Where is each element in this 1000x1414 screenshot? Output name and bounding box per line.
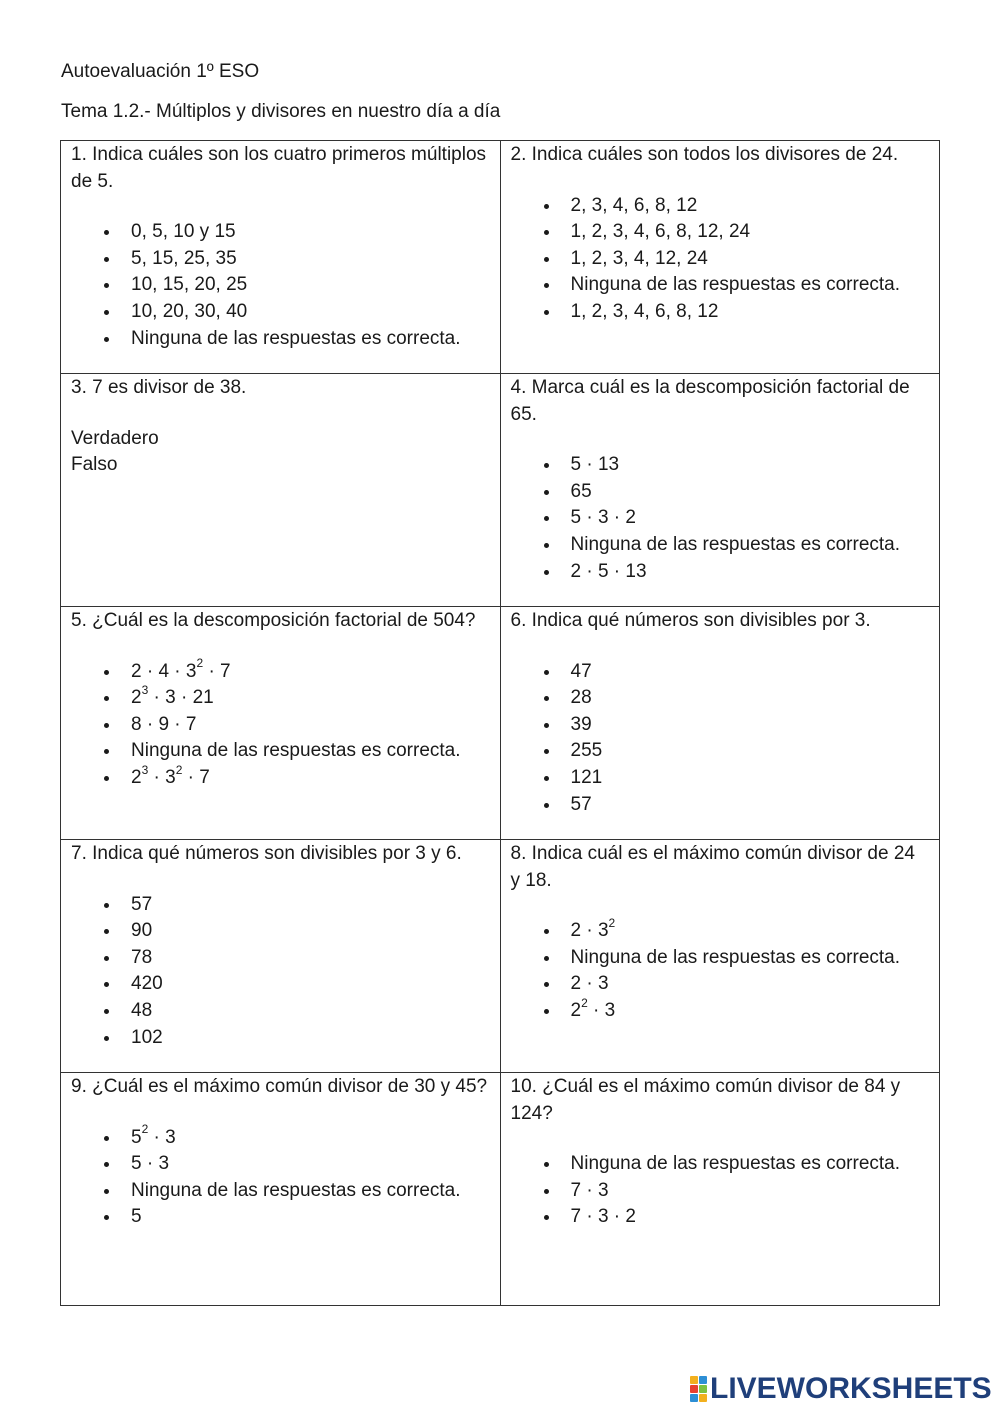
table-row: [61, 374, 940, 607]
question-9-text: 9. ¿Cuál es el máximo común divisor de 30 y 45?: [71, 1076, 488, 1097]
question-2-cell: [500, 141, 940, 374]
option[interactable]: Ninguna de las respuestas es correcta.: [511, 272, 930, 299]
table-row: [61, 607, 940, 840]
option-exponent: 2: [196, 656, 204, 671]
option-exponent: 2: [175, 762, 183, 777]
question-1-cell: [61, 141, 501, 374]
option[interactable]: 1, 2, 3, 4, 6, 8, 12, 24: [511, 219, 930, 246]
table-row: [61, 1073, 940, 1306]
option-rest: · 7: [203, 660, 231, 682]
option-rest: · 3: [148, 766, 176, 788]
option[interactable]: [71, 1122, 490, 1152]
option[interactable]: 8 · 9 · 7: [71, 712, 490, 739]
question-8-cell: [500, 840, 940, 1073]
question-3-cell: [61, 374, 501, 607]
option[interactable]: 2, 3, 4, 6, 8, 12: [511, 193, 930, 220]
question-8-options: [511, 915, 930, 1024]
question-2-text: 2. Indica cuáles son todos los divisores de 24.: [510, 144, 899, 165]
question-5-cell: [61, 607, 501, 840]
option[interactable]: Ninguna de las respuestas es correcta.: [511, 945, 930, 972]
option[interactable]: 2 · 5 · 13: [511, 559, 930, 586]
option-exponent: 3: [141, 762, 149, 777]
option[interactable]: 1, 2, 3, 4, 12, 24: [511, 246, 930, 273]
option-true[interactable]: Verdadero: [71, 427, 159, 449]
option[interactable]: 7 · 3 · 2: [511, 1204, 930, 1231]
question-4-options: [511, 452, 930, 585]
question-10-options: [511, 1151, 930, 1231]
option[interactable]: 48: [71, 998, 490, 1025]
option[interactable]: 28: [511, 685, 930, 712]
option[interactable]: 57: [71, 892, 490, 919]
question-4-text: 4. Marca cuál es la descomposición factorial de 65.: [510, 377, 910, 425]
logo-text: LIVEWORKSHEETS: [710, 1372, 992, 1405]
option[interactable]: 10, 15, 20, 25: [71, 272, 490, 299]
option[interactable]: [71, 762, 490, 792]
option[interactable]: 5 · 3: [71, 1151, 490, 1178]
option-rest: · 3 · 21: [148, 687, 214, 709]
option[interactable]: Ninguna de las respuestas es correcta.: [511, 1151, 930, 1178]
option[interactable]: 420: [71, 971, 490, 998]
option-rest: · 3: [587, 999, 616, 1021]
topic-title: Tema 1.2.- Múltiplos y divisores en nuestro día a día: [61, 101, 501, 122]
option-false[interactable]: Falso: [71, 454, 118, 476]
option[interactable]: 1, 2, 3, 4, 6, 8, 12: [511, 299, 930, 326]
option[interactable]: 5 · 3 · 2: [511, 505, 930, 532]
option[interactable]: 0, 5, 10 y 15: [71, 219, 490, 246]
option[interactable]: 10, 20, 30, 40: [71, 299, 490, 326]
option[interactable]: Ninguna de las respuestas es correcta.: [71, 1178, 490, 1205]
option[interactable]: Ninguna de las respuestas es correcta.: [71, 326, 490, 353]
option-exponent: 3: [141, 682, 149, 697]
option[interactable]: 57: [511, 792, 930, 819]
option[interactable]: 65: [511, 479, 930, 506]
question-3-options: [71, 426, 490, 479]
questions-table: [60, 140, 940, 1306]
option[interactable]: 102: [71, 1025, 490, 1052]
option[interactable]: [511, 915, 930, 945]
option[interactable]: 121: [511, 765, 930, 792]
option-base: 2: [131, 687, 142, 709]
option[interactable]: 2 · 3: [511, 971, 930, 998]
question-7-options: [71, 892, 490, 1052]
option-exponent: 2: [581, 995, 588, 1010]
question-2-options: [511, 193, 930, 326]
option-rest: · 3: [148, 1126, 176, 1148]
question-8-text: 8. Indica cuál es el máximo común divisor de 24 y 18.: [510, 843, 915, 891]
option[interactable]: 78: [71, 945, 490, 972]
question-7-cell: [61, 840, 501, 1073]
option[interactable]: [71, 656, 490, 686]
option-rest: · 7: [182, 766, 210, 788]
logo-mark-icon: [690, 1376, 707, 1402]
option[interactable]: 47: [511, 659, 930, 686]
option[interactable]: Ninguna de las respuestas es correcta.: [71, 738, 490, 765]
page-title: Autoevaluación 1º ESO: [61, 61, 260, 82]
option[interactable]: 5, 15, 25, 35: [71, 246, 490, 273]
option-base: 5: [131, 1126, 142, 1148]
option-base: 2: [131, 766, 142, 788]
table-row: [61, 141, 940, 374]
table-row: [61, 840, 940, 1073]
question-9-options: [71, 1122, 490, 1231]
option-base: 2 · 4 · 3: [131, 660, 197, 682]
question-10-cell: [500, 1073, 940, 1306]
question-4-cell: [500, 374, 940, 607]
option[interactable]: [71, 682, 490, 712]
option[interactable]: 90: [71, 918, 490, 945]
question-6-cell: [500, 607, 940, 840]
option-exponent: 2: [608, 915, 616, 930]
question-6-options: [511, 659, 930, 819]
option-base: 2: [570, 999, 582, 1021]
liveworksheets-logo: [690, 1372, 992, 1406]
question-7-text: 7. Indica qué números son divisibles por 3 y 6.: [71, 843, 462, 864]
option[interactable]: 5: [71, 1204, 490, 1231]
option[interactable]: 39: [511, 712, 930, 739]
option[interactable]: 255: [511, 738, 930, 765]
option[interactable]: [511, 995, 930, 1025]
option-exponent: 2: [141, 1122, 149, 1137]
question-5-options: [71, 656, 490, 792]
question-5-text: 5. ¿Cuál es la descomposición factorial de 504?: [71, 610, 476, 631]
question-1-text: 1. Indica cuáles son los cuatro primeros múltiplos de 5.: [71, 144, 487, 192]
question-6-text: 6. Indica qué números son divisibles por 3.: [510, 610, 871, 631]
option[interactable]: 7 · 3: [511, 1178, 930, 1205]
option[interactable]: Ninguna de las respuestas es correcta.: [511, 532, 930, 559]
option-base: 2 · 3: [570, 920, 609, 942]
question-1-options: [71, 219, 490, 352]
question-10-text: 10. ¿Cuál es el máximo común divisor de 84 y 124?: [510, 1076, 901, 1124]
option[interactable]: 5 · 13: [511, 452, 930, 479]
question-9-cell: [61, 1073, 501, 1306]
question-3-text: 3. 7 es divisor de 38.: [71, 377, 247, 398]
